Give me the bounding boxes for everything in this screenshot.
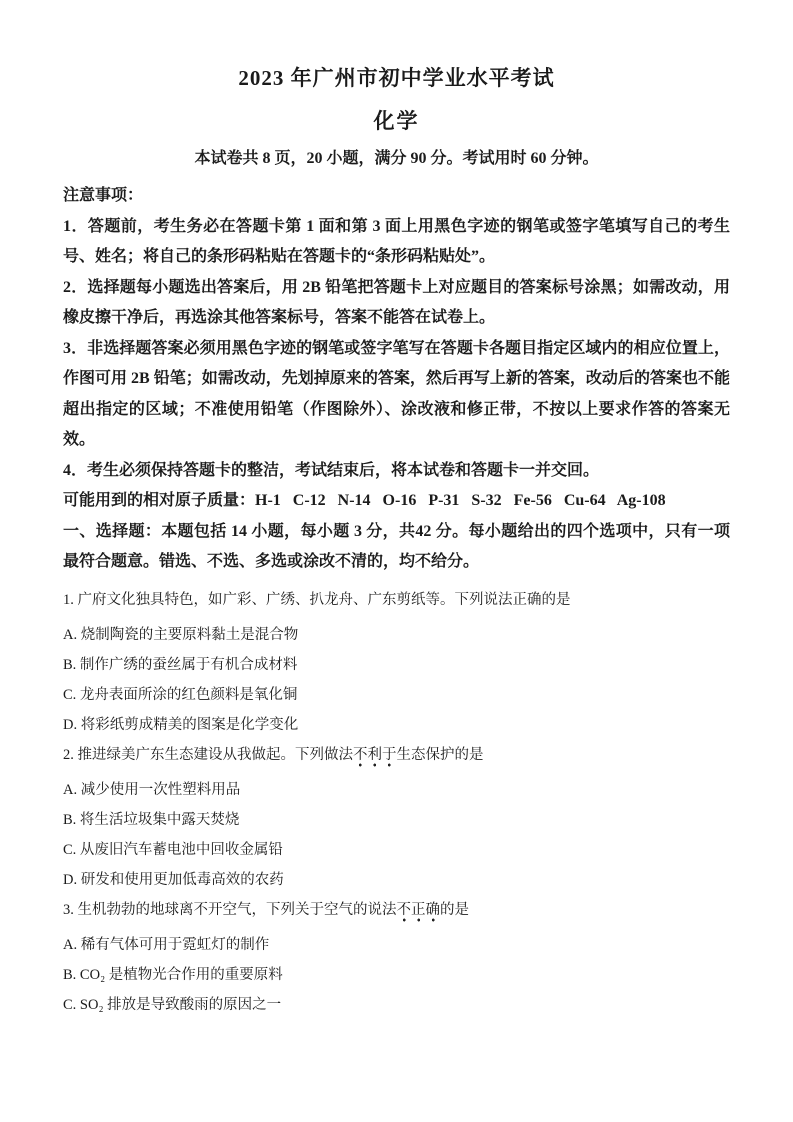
question-3-option-b: B. CO₂ 是植物光合作用的重要原料 bbox=[63, 966, 283, 983]
question-2-option-c: C. 从废旧汽车蓄电池中回收金属铅 bbox=[63, 841, 283, 858]
subject-title: 化学 bbox=[373, 109, 420, 133]
section-one-heading: 一、选择题：本题包括 14 小题，每小题 3 分，共42 分。每小题给出的四个选项中，只有一项最符合题意。错选、不选、多选或涂改不清的，均不给分。 bbox=[63, 522, 730, 570]
question-3-stem bbox=[63, 895, 730, 925]
question-2-stem-text: 2. 推进绿美广东生态建设从我做起。下列做法 bbox=[63, 746, 353, 763]
question-3-option-c: C. SO₂ 排放是导致酸雨的原因之一 bbox=[63, 996, 282, 1013]
question-1-option-b: B. 制作广绣的蚕丝属于有机合成材料 bbox=[63, 656, 298, 673]
notice-item-3: 3．非选择题答案必须用黑色字迹的钢笔或签字笔写在答题卡各题目指定区域内的相应位置上，作图可用 2B 铅笔；如需改动，先划掉原来的答案，然后再写上新的答案，改动后的答案也不能超出指定的区域；不准使用铅笔（作图除外）、涂改液和修正带，不按以上要求作答的答案无效。 bbox=[63, 339, 730, 448]
question-2-option-d: D. 研发和使用更加低毒高效的农药 bbox=[63, 871, 284, 888]
question-2-option-b: B. 将生活垃圾集中露天焚烧 bbox=[63, 811, 240, 828]
question-2-stem-emphasis: 不利于 bbox=[353, 747, 397, 767]
exam-info-line: 本试卷共 8 页，20 小题，满分 90 分。考试用时 60 分钟。 bbox=[194, 150, 599, 167]
question-3-stem-text: 3. 生机勃勃的地球离不开空气，下列关于空气的说法 bbox=[63, 901, 397, 918]
question-1-option-c: C. 龙舟表面所涂的红色颜料是氧化铜 bbox=[63, 686, 298, 703]
question-1-option-a: A. 烧制陶瓷的主要原料黏土是混合物 bbox=[63, 626, 299, 643]
question-2-stem bbox=[63, 740, 730, 770]
notice-item-2: 2．选择题每小题选出答案后，用 2B 铅笔把答题卡上对应题目的答案标号涂黑；如需改动，用橡皮擦干净后，再选涂其他答案标号，答案不能答在试卷上。 bbox=[63, 278, 730, 326]
question-list bbox=[63, 585, 730, 1020]
question-1 bbox=[63, 585, 730, 740]
notice-item-1: 1．答题前，考生务必在答题卡第 1 面和第 3 面上用黑色字迹的钢笔或签字笔填写自己的考生号、姓名；将自己的条形码粘贴在答题卡的“条形码粘贴处”。 bbox=[63, 217, 730, 265]
question-2 bbox=[63, 740, 730, 895]
question-3-option-a: A. 稀有气体可用于霓虹灯的制作 bbox=[63, 936, 270, 953]
question-3 bbox=[63, 895, 730, 1020]
question-1-stem-text: 1. 广府文化独具特色，如广彩、广绣、扒龙舟、广东剪纸等。下列说法正确的是 bbox=[63, 591, 571, 608]
page-title: 2023 年广州市初中学业水平考试 bbox=[238, 66, 555, 90]
question-2-option-a: A. 减少使用一次性塑料用品 bbox=[63, 781, 241, 798]
question-1-option-d: D. 将彩纸剪成精美的图案是化学变化 bbox=[63, 716, 299, 733]
question-1-stem bbox=[63, 585, 730, 615]
question-3-stem-tail: 的是 bbox=[440, 901, 469, 918]
notice-section bbox=[63, 181, 730, 578]
atomic-mass-line: 可能用到的相对原子质量：H-1 C-12 N-14 O-16 P-31 S-32 Fe-56 Cu-64 Ag-108 bbox=[63, 492, 666, 509]
question-3-stem-emphasis: 不正确 bbox=[397, 902, 441, 922]
question-2-stem-tail: 生态保护的是 bbox=[396, 746, 484, 763]
notice-item-4: 4．考生必须保持答题卡的整洁，考试结束后，将本试卷和答题卡一并交回。 bbox=[63, 461, 600, 479]
notice-heading: 注意事项： bbox=[63, 187, 144, 204]
